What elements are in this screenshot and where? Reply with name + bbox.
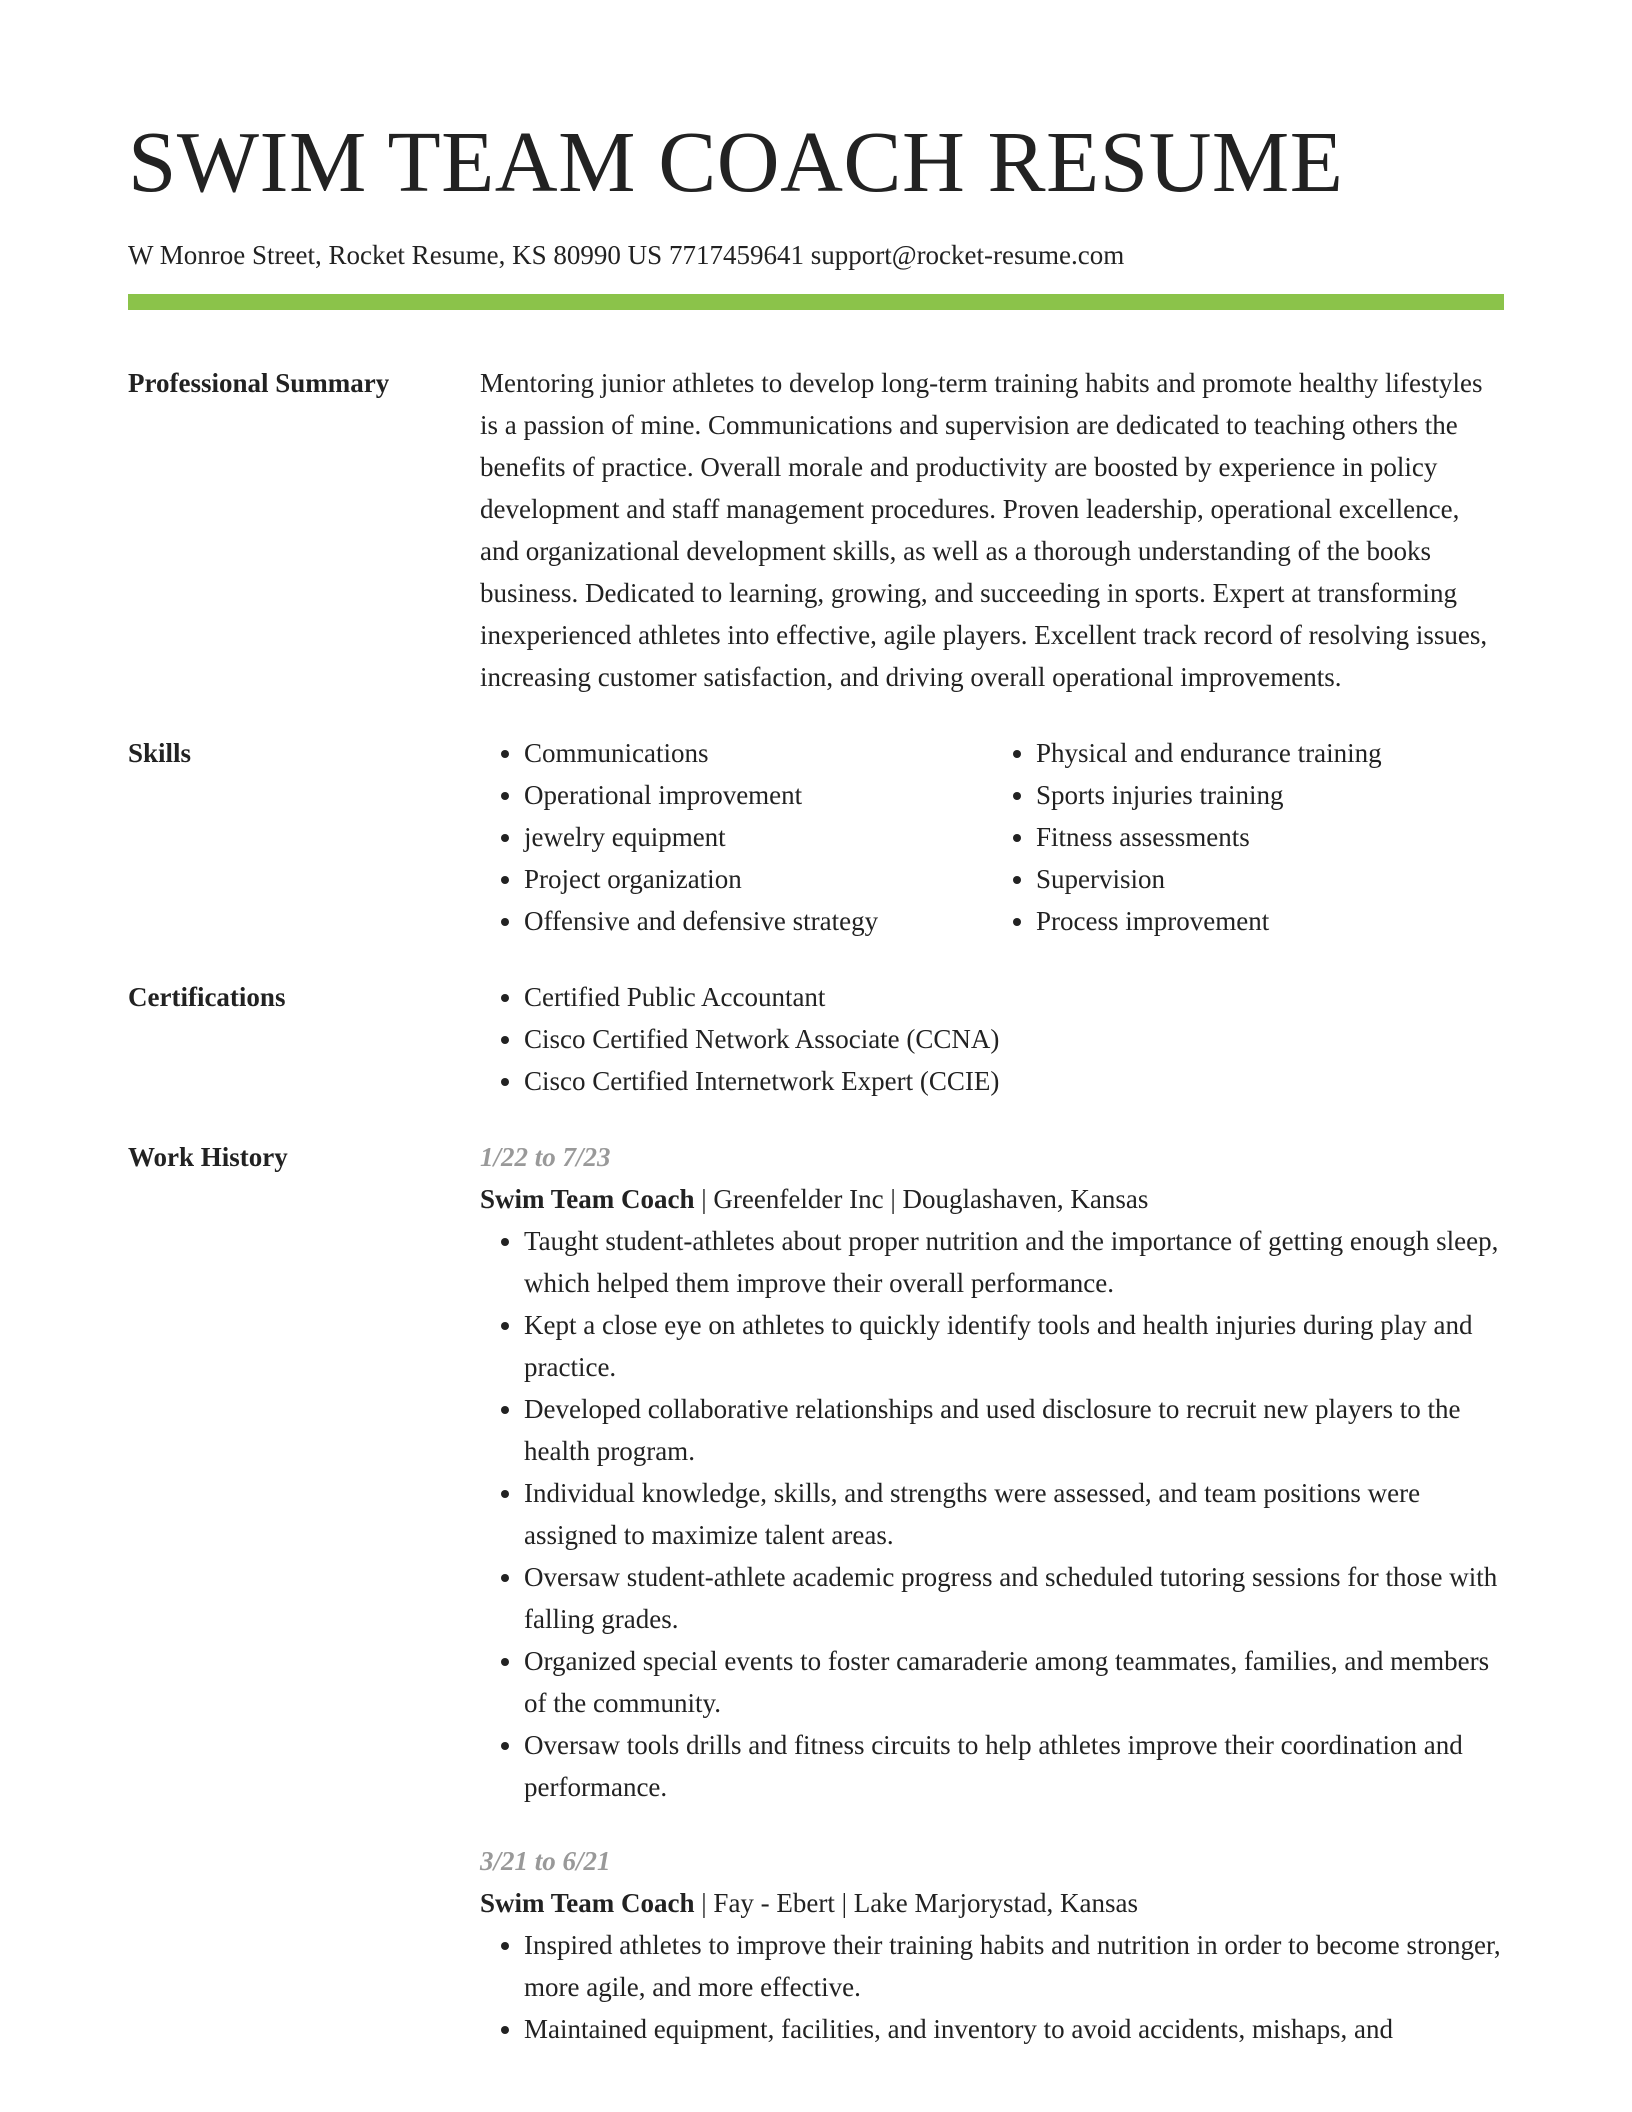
job-header	[480, 1178, 1504, 1220]
page-title: SWIM TEAM COACH RESUME	[128, 113, 1344, 210]
job-bullet: • Individual knowledge, skills, and strengths were assessed, and team positions were assigned to maximize talent areas.	[524, 1472, 1504, 1556]
skill-item: • jewelry equipment	[524, 816, 992, 858]
job-bullet: • Maintained equipment, facilities, and inventory to avoid accidents, mishaps, and	[524, 2008, 1504, 2050]
skill-item: • Supervision	[1036, 858, 1504, 900]
job-title: Swim Team Coach	[480, 1888, 695, 1919]
job-entry	[480, 1136, 1504, 1808]
skill-item: • Sports injuries training	[1036, 774, 1504, 816]
section-label-certifications: Certifications	[128, 982, 286, 1013]
job-details: | Fay - Ebert | Lake Marjorystad, Kansas	[694, 1888, 1138, 1919]
certification-item: • Certified Public Accountant	[524, 976, 1504, 1018]
skill-item: • Project organization	[524, 858, 992, 900]
skills-content	[480, 732, 1504, 942]
accent-divider	[128, 294, 1504, 310]
section-professional-summary	[128, 362, 1504, 698]
section-certifications	[128, 976, 1504, 1102]
summary-paragraph: Mentoring junior athletes to develop long-term training habits and promote healthy lifestyles is a passion of mine. Communications and supervision are dedicated to teaching others the benefits of practice. Overall morale and productivity are boosted by experience in policy development and staff management procedures. Proven leadership, operational excellence, and organizational development skills, as well as a thorough understanding of the books business. Dedicated to learning, growing, and succeeding in sports. Expert at transforming inexperienced athletes into effective, agile players. Excellent track record of resolving issues, increasing customer satisfaction, and driving overall operational improvements.	[480, 368, 1488, 693]
certifications-list	[480, 976, 1504, 1102]
certification-item: • Cisco Certified Network Associate (CCNA)	[524, 1018, 1504, 1060]
job-header	[480, 1882, 1504, 1924]
certifications-content	[480, 976, 1504, 1102]
job-bullet: • Inspired athletes to improve their training habits and nutrition in order to become stronger, more agile, and more effective.	[524, 1924, 1504, 2008]
job-bullet: • Taught student-athletes about proper nutrition and the importance of getting enough sleep, which helped them improve their overall performance.	[524, 1220, 1504, 1304]
skill-item: • Fitness assessments	[1036, 816, 1504, 858]
job-bullet: • Developed collaborative relationships and used disclosure to recruit new players to the health program.	[524, 1388, 1504, 1472]
section-label-work-history: Work History	[128, 1142, 288, 1173]
job-bullets	[480, 1924, 1504, 2050]
job-dates: 3/21 to 6/21	[480, 1846, 611, 1877]
section-work-history	[128, 1136, 1504, 2082]
job-bullet: • Oversaw tools drills and fitness circuits to help athletes improve their coordination and performance.	[524, 1724, 1504, 1808]
skills-list-right	[992, 732, 1504, 942]
job-bullet: • Oversaw student-athlete academic progress and scheduled tutoring sessions for those with falling grades.	[524, 1556, 1504, 1640]
skill-item: • Offensive and defensive strategy	[524, 900, 992, 942]
skill-item: • Process improvement	[1036, 900, 1504, 942]
certification-item: • Cisco Certified Internetwork Expert (CCIE)	[524, 1060, 1504, 1102]
skill-item: • Communications	[524, 732, 992, 774]
skill-item: • Operational improvement	[524, 774, 992, 816]
skill-item: • Physical and endurance training	[1036, 732, 1504, 774]
job-bullet: • Organized special events to foster camaraderie among teammates, families, and members of the community.	[524, 1640, 1504, 1724]
job-details: | Greenfelder Inc | Douglashaven, Kansas	[694, 1184, 1149, 1215]
skills-list-left	[480, 732, 992, 942]
skills-columns	[480, 732, 1504, 942]
section-label-skills: Skills	[128, 738, 192, 769]
job-bullets	[480, 1220, 1504, 1808]
job-title: Swim Team Coach	[480, 1184, 695, 1215]
section-label-summary: Professional Summary	[128, 368, 390, 399]
summary-content	[480, 362, 1504, 698]
job-bullet: • Kept a close eye on athletes to quickly identify tools and health injuries during play and practice.	[524, 1304, 1504, 1388]
section-skills	[128, 732, 1504, 942]
job-dates: 1/22 to 7/23	[480, 1142, 611, 1173]
job-entry	[480, 1840, 1504, 2050]
contact-line: W Monroe Street, Rocket Resume, KS 80990 US 7717459641 support@rocket-resume.com	[128, 240, 1125, 270]
work-history-content	[480, 1136, 1504, 2082]
